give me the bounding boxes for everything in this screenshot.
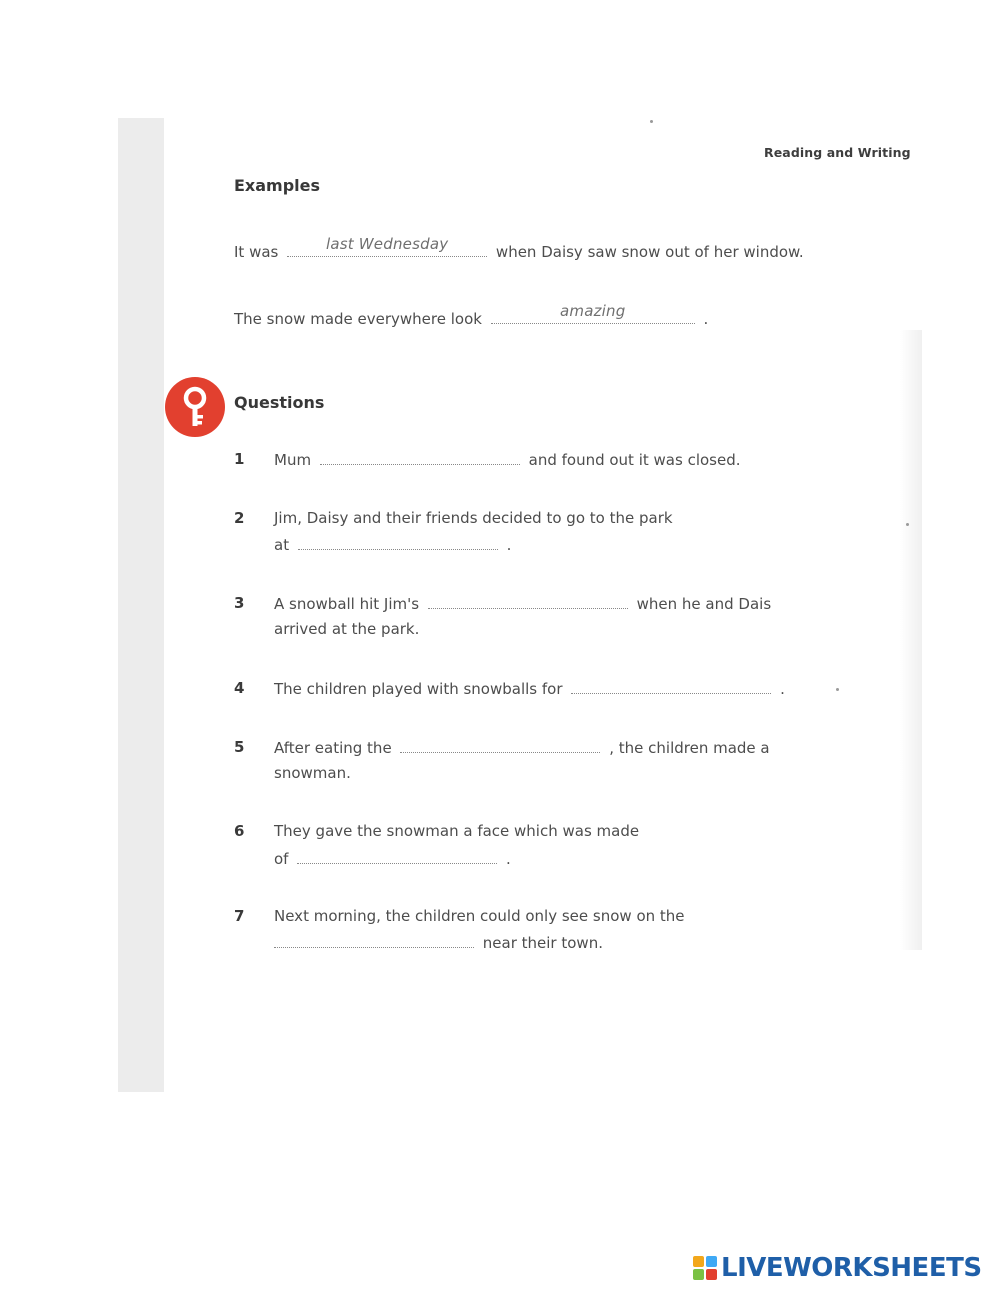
question-text: and found out it was closed. (528, 451, 741, 469)
example-sentence-1 (234, 235, 804, 261)
scan-speck (650, 120, 653, 123)
example-answer: last Wednesday (325, 235, 449, 253)
question-text: near their town. (482, 934, 603, 952)
answer-blank-2[interactable] (298, 535, 498, 550)
question-text: , the children made a (609, 739, 770, 757)
example-text: . (703, 310, 709, 328)
question-1 (274, 450, 741, 469)
example-answer: amazing (560, 302, 626, 320)
question-number: 2 (234, 509, 245, 527)
questions-title: Questions (234, 393, 325, 412)
question-3-line-1 (274, 594, 771, 613)
question-number: 7 (234, 907, 245, 925)
question-text: of (274, 850, 289, 868)
key-icon (165, 377, 225, 437)
question-number: 5 (234, 738, 245, 756)
question-text: After eating the (274, 739, 392, 757)
example-text: The snow made everywhere look (234, 310, 482, 328)
answer-blank-4[interactable] (571, 679, 771, 694)
question-text: when he and Dais (636, 595, 772, 613)
scan-margin-strip (118, 118, 164, 1092)
question-2-line-2 (274, 535, 511, 554)
question-text: at (274, 536, 290, 554)
question-7-line-1: Next morning, the children could only see snow on the (274, 907, 685, 925)
question-number: 6 (234, 822, 245, 840)
question-2-line-1: Jim, Daisy and their friends decided to go to the park (274, 509, 673, 527)
section-header-label: Reading and Writing (764, 145, 911, 160)
answer-blank-7[interactable] (274, 933, 474, 948)
brand-name: LIVEWORKSHEETS (721, 1253, 982, 1283)
question-text: . (780, 680, 785, 698)
question-number: 4 (234, 679, 245, 697)
examples-title: Examples (234, 176, 321, 195)
question-4 (274, 679, 785, 698)
scan-shadow-edge (900, 330, 922, 950)
answer-blank-1[interactable] (320, 450, 520, 465)
liveworksheets-brand[interactable] (693, 1251, 982, 1285)
question-6-line-1: They gave the snowman a face which was made (274, 822, 640, 840)
answer-blank-5[interactable] (400, 738, 600, 753)
question-text: Mum (274, 451, 312, 469)
example-text: when Daisy saw snow out of her window. (495, 243, 804, 261)
question-3-line-2: arrived at the park. (274, 620, 420, 638)
scan-speck (906, 523, 909, 526)
question-6-line-2 (274, 849, 511, 868)
example-sentence-2 (234, 302, 709, 328)
answer-blank-3[interactable] (428, 594, 628, 609)
answer-blank-6[interactable] (297, 849, 497, 864)
example-text: It was (234, 243, 279, 261)
question-7-line-2 (274, 933, 603, 952)
example-blank (287, 235, 487, 257)
example-blank (491, 302, 695, 324)
scan-speck (836, 688, 839, 691)
question-number: 3 (234, 594, 245, 612)
question-text: . (506, 850, 511, 868)
question-5-line-2: snowman. (274, 764, 351, 782)
question-number: 1 (234, 450, 245, 468)
question-5-line-1 (274, 738, 770, 757)
question-text: The children played with snowballs for (274, 680, 563, 698)
question-text: A snowball hit Jim's (274, 595, 420, 613)
question-text: . (506, 536, 512, 554)
liveworksheets-logo-icon (693, 1256, 717, 1280)
